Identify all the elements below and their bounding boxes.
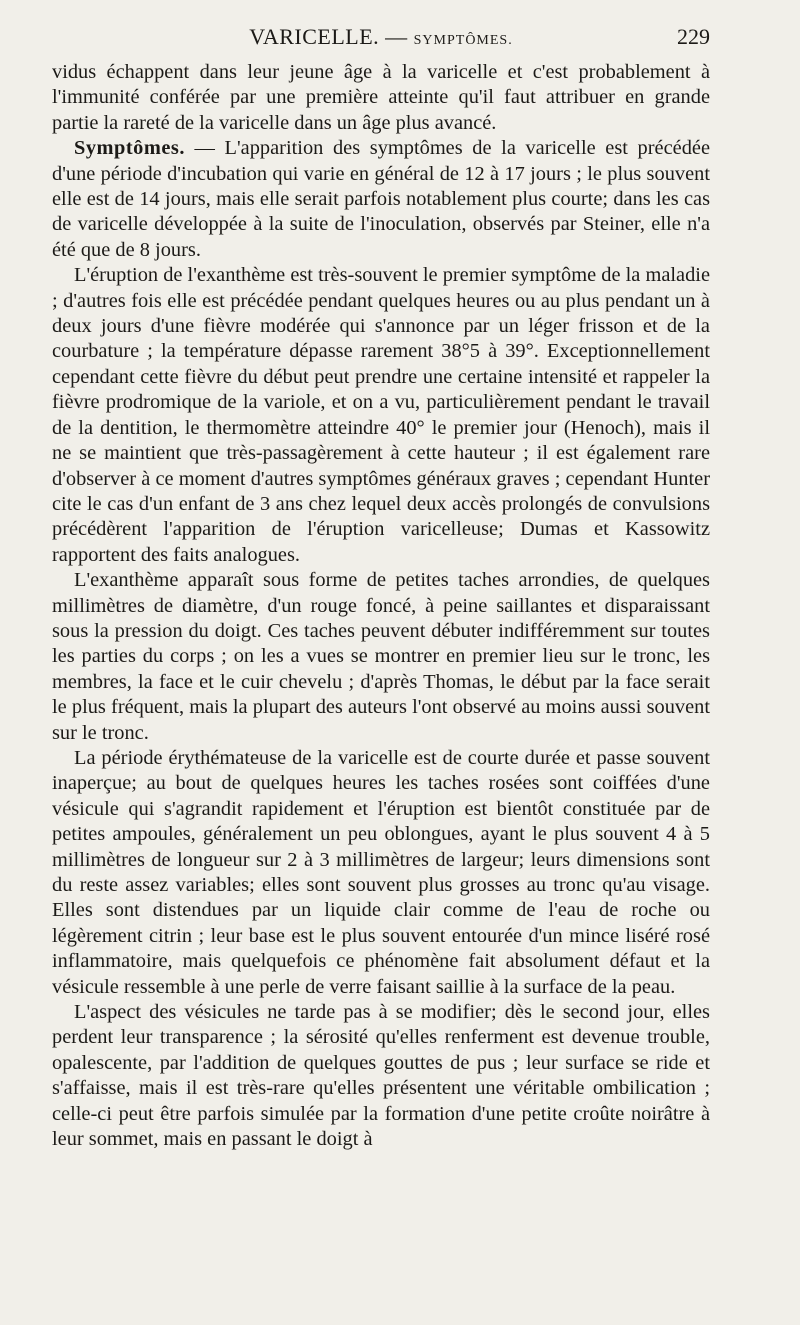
running-title xyxy=(52,24,710,50)
paragraph-periode-erythemateuse xyxy=(52,746,710,1000)
paragraph-eruption xyxy=(52,263,710,568)
paragraph-symptomes xyxy=(52,136,710,263)
paragraph-continuation xyxy=(52,60,710,136)
paragraph-text: — L'apparition des symptômes de la varicelle est précédée d'une période d'incubation qui varie en général de 12 à 17 jours ; le plus souvent elle est de 14 jours, mais elle serait parfois notablement plus courte; dans les cas de varicelle développée à la suite de l'inoculation, observés par Steiner, elle n'a été que de 8 jours. xyxy=(52,137,710,261)
paragraph-text: L'éruption de l'exanthème est très-souvent le premier symptôme de la maladie ; d'autres fois elle est précédée pendant quelques heures ou au plus pendant un à deux jours d'une fièvre modérée qui s'annonce par un léger frisson et de la courbature ; la température dépasse rarement 38°5 à 39°. Exceptionnellement cependant cette fièvre du début peut prendre une certaine intensité et rappeler la fièvre prodromique de la variole, et on a vu, particulièrement pendant le travail de la dentition, le thermomètre atteindre 40° le premier jour (Henoch), mais il ne se maintient que très-passagèrement à cette hauteur ; il est également rare d'observer à ce moment d'autres symptômes généraux graves ; cependant Hunter cite le cas d'un enfant de 3 ans chez lequel deux accès prolongés de convulsions précédèrent l'apparition de l'éruption varicelleuse; Dumas et Kassowitz rapportent des faits analogues. xyxy=(52,264,710,566)
header-title: VARICELLE. xyxy=(249,24,380,49)
paragraph-aspect-vesicules xyxy=(52,1000,710,1152)
section-heading: Symptômes. xyxy=(74,137,185,160)
paragraph-text: L'exanthème apparaît sous forme de petites taches arrondies, de quelques millimètres de diamètre, d'un rouge foncé, à peine saillantes et disparaissant sous la pression du doigt. Ces taches peuvent débuter indifféremment sur toutes les parties du corps ; on les a vues se montrer en premier lieu sur le tronc, les membres, la face et le cuir chevelu ; d'après Thomas, le début par la face serait le plus fréquent, mais la plupart des auteurs l'ont observé au moins aussi souvent sur le tronc. xyxy=(52,569,710,744)
paragraph-text: L'aspect des vésicules ne tarde pas à se modifier; dès le second jour, elles perdent leur transparence ; la sérosité qu'elles renferment est devenue trouble, opalescente, par l'addition de quelques gouttes de pus ; leur surface se ride et s'affaisse, mais il est très-rare qu'elles présentent une véritable ombilication ; celle-ci peut être parfois simulée par la formation d'une petite croûte noirâtre à leur sommet, mais en passant le doigt à xyxy=(52,1001,710,1151)
header-dash: — xyxy=(385,24,408,49)
paragraph-text: La période érythémateuse de la varicelle est de courte durée et passe souvent inaperçue; au bout de quelques heures les taches rosées sont coiffées d'une vésicule qui s'agrandit rapidement et l'éruption est bientôt constituée par de petites ampoules, généralement un peu oblongues, ayant le plus souvent 4 à 5 millimètres de longueur sur 2 à 3 millimètres de largeur; leurs dimensions sont du reste assez variables; elles sont souvent plus grosses au tronc qu'au visage. Elles sont distendues par un liquide clair comme de l'eau de roche ou légèrement citrin ; leur base est le plus souvent entourée d'un mince liséré rosé inflammatoire, mais quelquefois ce phénomène fait absolument défaut et la vésicule ressemble à une perle de verre faisant saillie à la surface de la peau. xyxy=(52,746,710,998)
paragraph-exantheme xyxy=(52,568,710,746)
paragraph-text: vidus échappent dans leur jeune âge à la varicelle et c'est probablement à l'immunité conférée par une première atteinte qu'il faut attribuer en grande partie la rareté de la varicelle dans un âge plus avancé. xyxy=(52,61,710,134)
page-number: 229 xyxy=(677,24,710,49)
header-subtitle: SYMPTÔMES. xyxy=(413,33,513,48)
running-header xyxy=(52,24,710,54)
body-text xyxy=(52,60,710,1152)
